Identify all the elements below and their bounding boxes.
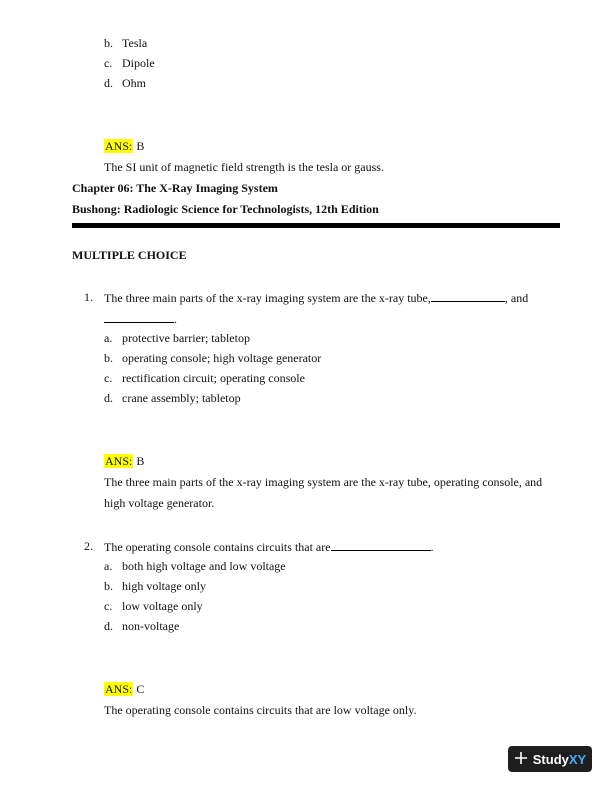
option-a: a. both high voltage and low voltage <box>104 559 286 573</box>
answer-value: B <box>136 454 145 468</box>
option-c: c. rectification circuit; operating console <box>104 371 305 385</box>
question-number: 1. <box>84 290 93 304</box>
book-title: Bushong: Radiologic Science for Technologists, 12th Edition <box>72 202 379 216</box>
section-heading: MULTIPLE CHOICE <box>72 248 187 262</box>
question-number: 2. <box>84 539 93 553</box>
option-b: b. operating console; high voltage generator <box>104 351 322 365</box>
rationale-line2: high voltage generator. <box>104 496 215 510</box>
answer-blank <box>331 539 431 551</box>
answer-blank <box>431 290 505 302</box>
brand-text: StudyXY <box>532 751 587 767</box>
option-c: c. low voltage only <box>104 599 203 613</box>
studyxy-badge[interactable] <box>508 746 592 772</box>
answer-label: ANS: <box>105 682 133 696</box>
answer-label: ANS: <box>105 454 133 468</box>
question-stem: The operating console contains circuits that are . <box>104 540 434 554</box>
option-b: b. high voltage only <box>104 579 206 593</box>
answer-value: B <box>136 139 145 153</box>
answer <box>104 682 144 696</box>
question-stem: The three main parts of the x-ray imaging system are the x-ray tube, , and <box>104 291 529 305</box>
option-d: d. crane assembly; tabletop <box>104 391 241 405</box>
rationale-line1: The three main parts of the x-ray imaging system are the x-ray tube, operating console, and <box>104 475 543 489</box>
prev-rationale: The SI unit of magnetic field strength is the tesla or gauss. <box>104 160 384 174</box>
prev-option-b: b. Tesla <box>104 36 148 50</box>
prev-answer <box>104 139 144 153</box>
answer-blank <box>104 311 174 323</box>
answer-value: C <box>136 682 145 696</box>
option-a: a. protective barrier; tabletop <box>104 331 250 345</box>
section-divider <box>72 223 560 228</box>
option-d: d. non-voltage <box>104 619 180 633</box>
answer-label: ANS: <box>105 139 133 153</box>
chapter-title: Chapter 06: The X-Ray Imaging System <box>72 181 278 195</box>
rationale: The operating console contains circuits that are low voltage only. <box>104 703 417 717</box>
question-stem-line2: . <box>104 311 177 326</box>
plus-icon <box>514 751 528 768</box>
prev-option-d: d. Ohm <box>104 76 146 90</box>
answer <box>104 454 144 468</box>
prev-option-c: c. Dipole <box>104 56 155 70</box>
